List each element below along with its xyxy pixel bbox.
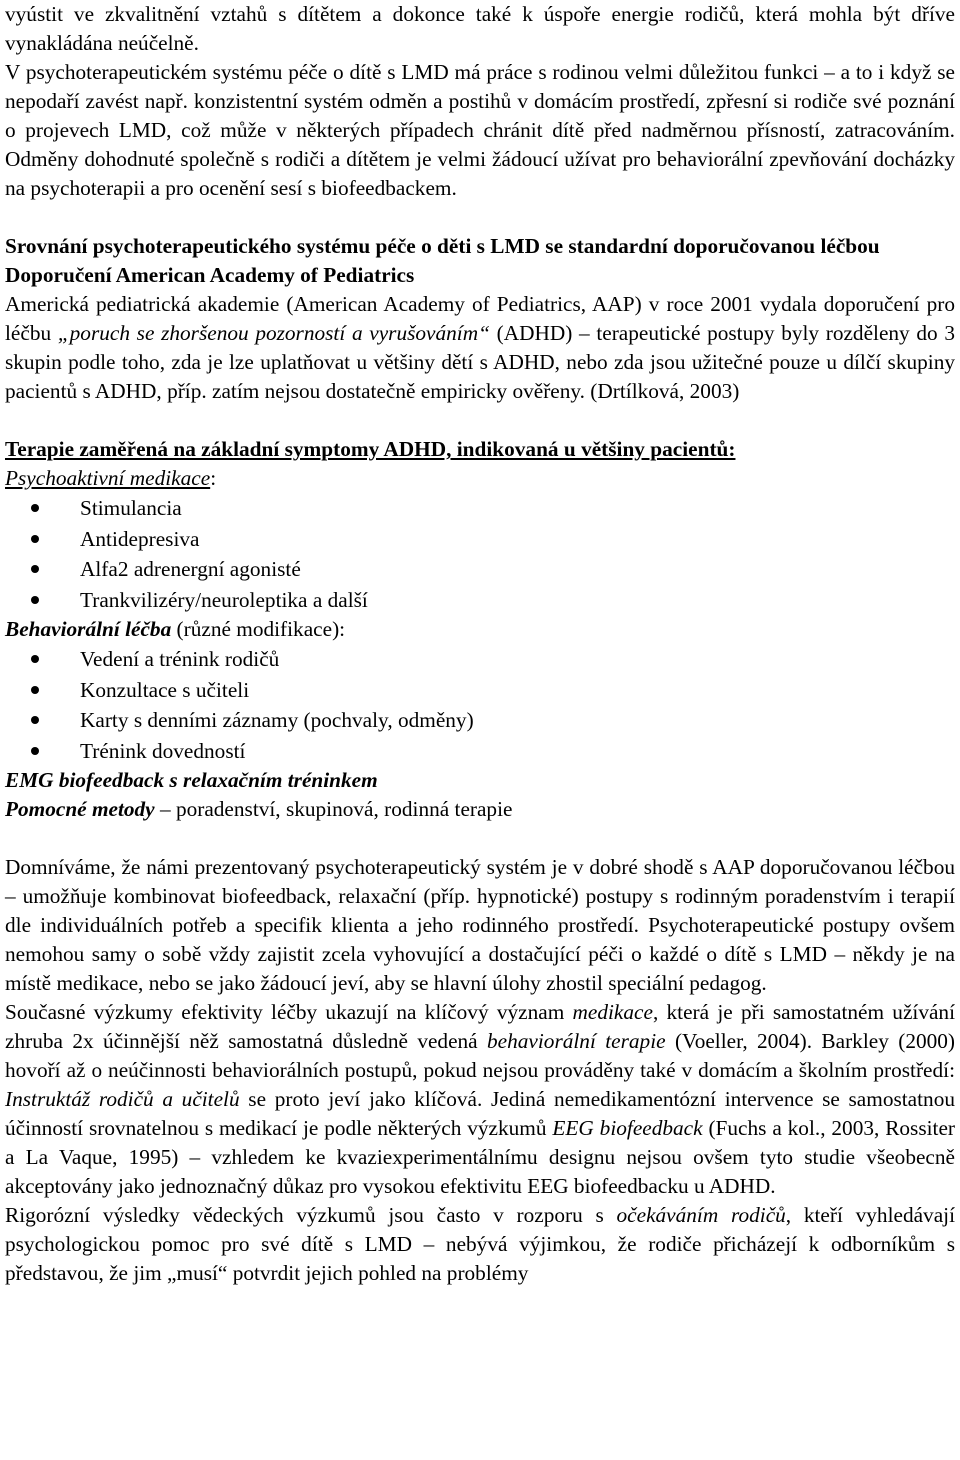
bullet-icon bbox=[31, 504, 39, 512]
list-item: Alfa2 adrenergní agonisté bbox=[5, 554, 955, 585]
spacer bbox=[5, 203, 955, 232]
spacer bbox=[5, 824, 955, 853]
aap-subheading: Doporučení American Academy of Pediatrics bbox=[5, 263, 415, 287]
bullet-icon bbox=[31, 535, 39, 543]
list-item: Konzultace s učiteli bbox=[5, 675, 955, 706]
family-work-paragraph: V psychoterapeutickém systému péče o dítě s LMD má práce s rodinou velmi důležitou funkci – a to i když se nepodaří zavést např. konzistentní systém odměn a postihů v domácím prostředí, zpřesní si rodiče své poznání o projevech LMD, což může v některých případech chránit dítě před nadměrnou přísností, zatracováním. Odměny dohodnuté společně s rodiči a dítětem je velmi žádoucí užívat pro behaviorální zpevňování docházky na psychoterapii a pro ocenění sesí s biofeedbackem. bbox=[5, 60, 955, 200]
bullet-icon bbox=[31, 747, 39, 755]
bullet-icon bbox=[31, 655, 39, 663]
behavioral-label: Behaviorální léčba (různé modifikace): bbox=[5, 617, 346, 641]
emg-biofeedback-label: EMG biofeedback s relaxačním tréninkem bbox=[5, 768, 378, 792]
bullet-icon bbox=[31, 596, 39, 604]
therapy-heading: Terapie zaměřená na základní symptomy ADHD, indikovaná u většiny pacientů: bbox=[5, 437, 736, 461]
list-item: Trénink dovedností bbox=[5, 736, 955, 767]
bullet-icon bbox=[31, 565, 39, 573]
bullet-icon bbox=[31, 716, 39, 724]
auxiliary-methods: Pomocné metody – poradenství, skupinová, rodinná terapie bbox=[5, 797, 513, 821]
research-paragraph: Současné výzkumy efektivity léčby ukazují na klíčový význam medikace, která je při samostatném užívání zhruba 2x účinnější něž samostatná důsledně vedená behaviorální terapie (Voeller, 2004). Barkley (2000) hovoří až o neúčinnosti behaviorálních postupů, pokud nejsou prováděny také v domácím a školním prostředí: Instruktáž rodičů a učitelů se proto jeví jako klíčová. Jediná nemedikamentózní intervence se samostatnou účinností srovnatelnou s medikací je podle některých výzkumů EEG biofeedback (Fuchs a kol., 2003, Rossiter a La Vaque, 1995) – vzhledem ke kvaziexperimentálnímu designu nejsou ovšem tyto studie všeobecně akceptovány jako jednoznačný důkaz pro vysokou efektivitu EEG biofeedbacku u ADHD. bbox=[5, 1000, 956, 1198]
list-item: Stimulancia bbox=[5, 493, 955, 524]
list-item: Vedení a trénink rodičů bbox=[5, 644, 955, 675]
document-page bbox=[5, 0, 955, 1288]
intro-paragraph-end: vyústit ve zkvalitnění vztahů s dítětem a dokonce také k úspoře energie rodičů, která mohla být dříve vynakládána neúčelně. bbox=[5, 2, 955, 55]
list-item: Trankvilizéry/neuroleptika a další bbox=[5, 585, 955, 616]
list-item: Karty s denními záznamy (pochvaly, odměny) bbox=[5, 705, 955, 736]
adhd-term: „poruch se zhoršenou pozorností a vyrušováním“ bbox=[57, 321, 490, 345]
spacer bbox=[5, 406, 955, 435]
behavioral-list bbox=[5, 644, 955, 766]
conclusion-paragraph: Domníváme, že námi prezentovaný psychoterapeutický systém je v dobré shodě s AAP doporučovanou léčbou – umožňuje kombinovat biofeedback, relaxační (příp. hypnotické) postupy s rodinným poradenstvím i terapií dle individuálních potřeb a specifik klienta a jeho rodinného prostředí. Psychoterapeutické postupy ovšem nemohou samy o sobě vždy zajistit zcela vyhovující a dostačující péči o každé o dítě s LMD – někdy je na místě medikace, nebo se jako žádoucí jeví, aby se hlavní úlohy zhostil speciální pedagog. bbox=[5, 855, 955, 995]
medication-list bbox=[5, 493, 955, 615]
medication-label: Psychoaktivní medikace: bbox=[5, 466, 217, 490]
comparison-heading: Srovnání psychoterapeutického systému péče o děti s LMD se standardní doporučovanou léčbou bbox=[5, 234, 880, 258]
bullet-icon bbox=[31, 686, 39, 694]
parents-expectations-paragraph: Rigorózní výsledky vědeckých výzkumů jsou často v rozporu s očekáváním rodičů, kteří vyhledávají psychologickou pomoc pro své dítě s LMD – nebývá výjimkou, že rodiče přicházejí k odborníkům s představou, že jim „musí“ potvrdit jejich pohled na problémy bbox=[5, 1203, 955, 1285]
list-item: Antidepresiva bbox=[5, 524, 955, 555]
aap-paragraph: Americká pediatrická akademie (American Academy of Pediatrics, AAP) v roce 2001 vydala doporučení pro léčbu „poruch se zhoršenou pozorností a vyrušováním“ (ADHD) – terapeutické postupy byly rozděleny do 3 skupin podle toho, zda je lze uplatňovat u většiny dětí s ADHD, nebo zda jsou užitečné pouze u dílčí skupiny pacientů s ADHD, příp. zatím nejsou dostatečně empiricky ověřeny. (Drtílková, 2003) bbox=[5, 292, 956, 403]
